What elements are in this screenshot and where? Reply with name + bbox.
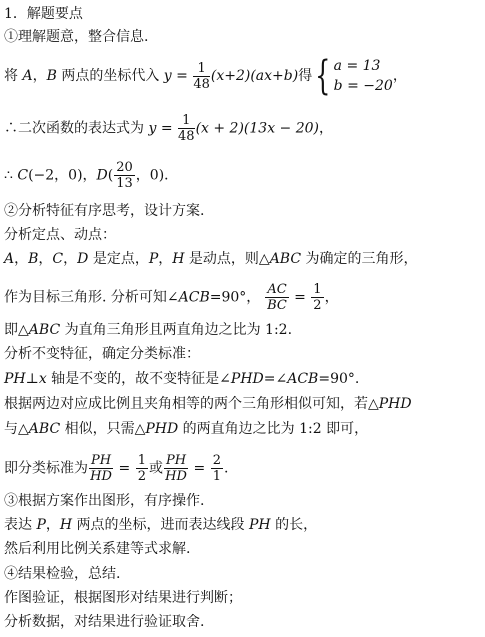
fraction xyxy=(211,453,223,484)
step1-text: ①理解题意，整合信息. xyxy=(4,29,149,45)
var: x xyxy=(38,371,47,387)
text: ， xyxy=(158,251,173,267)
var-b: B xyxy=(46,68,57,84)
text: 与△ xyxy=(4,421,29,437)
text: 表达 xyxy=(4,517,37,533)
var: ABC xyxy=(28,421,61,437)
equals: = xyxy=(114,460,135,477)
text: 的两直角边之比为 1:2 即可， xyxy=(178,421,369,437)
text: =90°， xyxy=(209,289,261,306)
step2-text: ②分析特征有序思考，设计方案. xyxy=(4,203,205,219)
point-c: C xyxy=(17,167,29,184)
var: PH xyxy=(4,371,26,387)
text: 即分类标准为 xyxy=(4,460,88,477)
text: (−2，0)， xyxy=(28,167,97,184)
numerator: 20 xyxy=(116,160,133,175)
criteria-line xyxy=(4,453,228,484)
var-y: y xyxy=(163,68,172,84)
var: ABC xyxy=(269,251,302,267)
text: 作为目标三角形. 分析可知∠ xyxy=(4,289,179,306)
text: ， xyxy=(63,251,78,267)
text: 相似，只需△ xyxy=(60,421,146,437)
points-analysis-line xyxy=(4,249,418,269)
fraction xyxy=(178,113,195,144)
denominator: BC xyxy=(267,298,287,313)
similarity-line-2 xyxy=(4,419,368,439)
text: ， xyxy=(32,68,47,84)
var: H xyxy=(172,251,185,267)
fraction xyxy=(89,453,113,484)
express-line xyxy=(4,515,317,535)
var: ABC xyxy=(28,322,61,338)
analyze-line xyxy=(4,612,204,632)
denominator: 1 xyxy=(212,469,222,484)
numerator: 2 xyxy=(212,453,222,468)
text: 作图验证，根据图形对结果进行判断； xyxy=(4,590,242,606)
text: 轴是不变的，故不变特征是∠ xyxy=(46,371,231,387)
expression: (x+2)(ax+b) xyxy=(210,68,299,84)
perpendicular-line xyxy=(4,369,359,389)
var: P xyxy=(36,517,46,533)
numerator: 1 xyxy=(137,453,147,468)
step4-text: ④结果检验，总结. xyxy=(4,566,121,582)
numerator: 1 xyxy=(193,61,210,77)
numerator: PH xyxy=(91,453,112,468)
var: D xyxy=(77,251,89,267)
text: =90°. xyxy=(318,371,360,387)
var: PHD xyxy=(145,421,179,437)
text: 两点的坐标代入 xyxy=(56,68,164,84)
text: ， xyxy=(319,120,333,137)
perp-symbol: ⊥ xyxy=(25,371,39,387)
var: ACB xyxy=(287,371,319,387)
fraction xyxy=(265,282,288,313)
fraction xyxy=(136,453,148,484)
denominator: 13 xyxy=(116,176,133,191)
equation-1: a = 13 xyxy=(333,58,381,74)
angle-line xyxy=(4,282,339,313)
text: 将 xyxy=(4,68,23,84)
fraction xyxy=(311,282,323,313)
text: ， xyxy=(38,251,53,267)
point-d: D xyxy=(96,167,108,184)
denominator: 2 xyxy=(137,469,147,484)
step3-text: ③根据方案作出图形，有序操作. xyxy=(4,493,205,509)
text: 是定点， xyxy=(88,251,149,267)
solve-line xyxy=(4,539,190,559)
var: PH xyxy=(249,517,271,533)
numerator: 1 xyxy=(178,113,195,129)
text: 即△ xyxy=(4,322,29,338)
text: ，0)． xyxy=(135,167,179,184)
var: A xyxy=(4,251,15,267)
equals: = xyxy=(189,460,210,477)
denominator: 48 xyxy=(193,76,210,92)
var: B xyxy=(28,251,39,267)
text: 或 xyxy=(149,460,164,477)
points-line xyxy=(4,160,178,191)
right-triangle-line xyxy=(4,320,292,340)
var-a: A xyxy=(22,68,33,84)
text: ∴二次函数的表达式为 xyxy=(4,120,149,137)
numerator: PH xyxy=(166,453,187,468)
step4-title xyxy=(4,564,120,584)
text: 然后利用比例关系建等式求解. xyxy=(4,541,191,557)
text: ， xyxy=(45,517,60,533)
var: C xyxy=(52,251,64,267)
fraction xyxy=(164,453,188,484)
denominator: HD xyxy=(90,469,112,484)
equals: = xyxy=(289,289,311,306)
function-expression-line xyxy=(4,113,333,144)
text: 分析定点、动点： xyxy=(4,227,116,243)
text: 根据两边对应成比例且夹角相等的两个三角形相似可知，若△ xyxy=(4,396,379,412)
text: ， xyxy=(324,289,339,306)
equation-system xyxy=(334,56,393,96)
denominator: 48 xyxy=(178,129,195,144)
text: 为确定的三角形， xyxy=(301,251,418,267)
expression: (x + 2)(13x − 20) xyxy=(195,120,319,137)
text: =∠ xyxy=(263,371,288,387)
text: 的长， xyxy=(270,517,318,533)
text: ， xyxy=(392,68,407,84)
var: P xyxy=(148,251,159,267)
equals: = xyxy=(156,120,178,137)
equals: = xyxy=(171,68,193,84)
verify-line xyxy=(4,588,242,608)
text: 分析数据，对结果进行验证取舍. xyxy=(4,614,205,630)
text: 两点的坐标，进而表达线段 xyxy=(72,517,249,533)
section-heading xyxy=(4,4,83,24)
step2-title xyxy=(4,201,204,221)
step3-title xyxy=(4,491,204,511)
numerator: 1 xyxy=(313,282,322,297)
substitution-line xyxy=(4,53,407,99)
var: ACB xyxy=(178,289,210,306)
denominator: 2 xyxy=(313,298,322,313)
heading-text: 1．解题要点 xyxy=(4,6,83,22)
var: PHD xyxy=(378,396,412,412)
text: ， xyxy=(14,251,29,267)
fraction xyxy=(114,160,135,191)
denominator: HD xyxy=(165,469,187,484)
analysis-line xyxy=(4,225,116,245)
var-y: y xyxy=(148,120,157,137)
text: . xyxy=(224,460,229,477)
numerator: AC xyxy=(267,282,287,297)
var: PHD xyxy=(230,371,264,387)
text: 分析不变特征，确定分类标准： xyxy=(4,346,200,362)
fraction xyxy=(193,61,210,92)
equation-2: b = −20 xyxy=(333,78,393,94)
text: 得 xyxy=(298,68,313,84)
text: 是动点，则△ xyxy=(184,251,270,267)
step1-title xyxy=(4,27,148,47)
invariant-line xyxy=(4,344,200,364)
var: H xyxy=(59,517,73,533)
left-brace: { xyxy=(315,53,331,99)
text: 为直角三角形且两直角边之比为 1:2. xyxy=(60,322,293,338)
similarity-line-1 xyxy=(4,394,412,414)
therefore: ∴ xyxy=(4,167,18,184)
text: ( xyxy=(107,167,114,184)
